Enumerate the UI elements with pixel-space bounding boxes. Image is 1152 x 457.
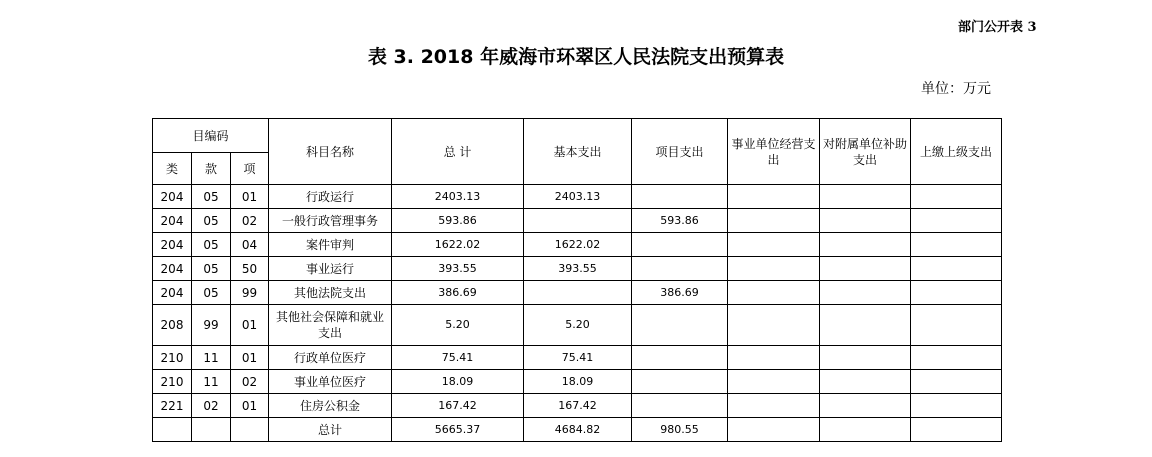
lei-cell: 210 xyxy=(153,370,192,394)
remit-cell xyxy=(911,209,1002,233)
remit-cell xyxy=(911,233,1002,257)
business-cell xyxy=(728,370,820,394)
name-cell: 行政单位医疗 xyxy=(269,346,392,370)
total-xiang-cell xyxy=(231,418,269,442)
header-xiang: 项 xyxy=(231,153,269,185)
basic-cell: 5.20 xyxy=(524,305,632,346)
lei-cell: 208 xyxy=(153,305,192,346)
business-cell xyxy=(728,346,820,370)
business-cell xyxy=(728,185,820,209)
header-kuan: 款 xyxy=(192,153,231,185)
lei-cell: 204 xyxy=(153,209,192,233)
xiang-cell: 01 xyxy=(231,185,269,209)
xiang-cell: 99 xyxy=(231,281,269,305)
project-cell xyxy=(632,394,728,418)
business-cell xyxy=(728,394,820,418)
total-row xyxy=(153,418,1002,442)
xiang-cell: 50 xyxy=(231,257,269,281)
budget-table xyxy=(152,118,1002,442)
xiang-cell: 01 xyxy=(231,394,269,418)
total-cell: 5.20 xyxy=(392,305,524,346)
total-cell: 2403.13 xyxy=(392,185,524,209)
header-subject-name: 科目名称 xyxy=(269,119,392,185)
total-subsidy-cell xyxy=(820,418,911,442)
table-row xyxy=(153,185,1002,209)
total-basic-cell: 4684.82 xyxy=(524,418,632,442)
total-cell: 593.86 xyxy=(392,209,524,233)
lei-cell: 221 xyxy=(153,394,192,418)
lei-cell: 204 xyxy=(153,281,192,305)
project-cell xyxy=(632,233,728,257)
project-cell xyxy=(632,370,728,394)
table-row xyxy=(153,305,1002,346)
unit-label: 单位：万元 xyxy=(921,81,991,97)
xiang-cell: 01 xyxy=(231,346,269,370)
project-cell xyxy=(632,185,728,209)
name-cell: 事业运行 xyxy=(269,257,392,281)
header-project-expenditure: 项目支出 xyxy=(632,119,728,185)
remit-cell xyxy=(911,185,1002,209)
project-cell: 386.69 xyxy=(632,281,728,305)
total-cell: 1622.02 xyxy=(392,233,524,257)
basic-cell: 2403.13 xyxy=(524,185,632,209)
subsidy-cell xyxy=(820,281,911,305)
name-cell: 行政运行 xyxy=(269,185,392,209)
kuan-cell: 05 xyxy=(192,233,231,257)
kuan-cell: 11 xyxy=(192,370,231,394)
project-cell xyxy=(632,257,728,281)
lei-cell: 204 xyxy=(153,233,192,257)
table-row xyxy=(153,346,1002,370)
page-title: 表 3. 2018 年威海市环翠区人民法院支出预算表 xyxy=(367,46,785,68)
remit-cell xyxy=(911,370,1002,394)
header-subsidy-expenditure: 对附属单位补助支出 xyxy=(820,119,911,185)
lei-cell: 204 xyxy=(153,185,192,209)
name-cell: 一般行政管理事务 xyxy=(269,209,392,233)
total-cell: 167.42 xyxy=(392,394,524,418)
table-number-tag: 部门公开表 3 xyxy=(958,20,1037,35)
subsidy-cell xyxy=(820,346,911,370)
header-total: 总 计 xyxy=(392,119,524,185)
xiang-cell: 04 xyxy=(231,233,269,257)
remit-cell xyxy=(911,281,1002,305)
basic-cell xyxy=(524,209,632,233)
table-row xyxy=(153,370,1002,394)
lei-cell: 204 xyxy=(153,257,192,281)
name-cell: 住房公积金 xyxy=(269,394,392,418)
kuan-cell: 05 xyxy=(192,257,231,281)
remit-cell xyxy=(911,346,1002,370)
name-cell: 其他社会保障和就业支出 xyxy=(269,305,392,346)
subsidy-cell xyxy=(820,305,911,346)
business-cell xyxy=(728,257,820,281)
project-cell xyxy=(632,346,728,370)
header-business-expenditure: 事业单位经营支出 xyxy=(728,119,820,185)
subsidy-cell xyxy=(820,233,911,257)
business-cell xyxy=(728,305,820,346)
header-lei: 类 xyxy=(153,153,192,185)
total-cell: 393.55 xyxy=(392,257,524,281)
total-remit-cell xyxy=(911,418,1002,442)
subsidy-cell xyxy=(820,185,911,209)
name-cell: 事业单位医疗 xyxy=(269,370,392,394)
subsidy-cell xyxy=(820,209,911,233)
remit-cell xyxy=(911,394,1002,418)
subsidy-cell xyxy=(820,257,911,281)
name-cell: 案件审判 xyxy=(269,233,392,257)
xiang-cell: 02 xyxy=(231,209,269,233)
header-code-group: 目编码 xyxy=(153,119,269,153)
table-row xyxy=(153,281,1002,305)
total-total-cell: 5665.37 xyxy=(392,418,524,442)
basic-cell: 393.55 xyxy=(524,257,632,281)
basic-cell: 75.41 xyxy=(524,346,632,370)
total-kuan-cell xyxy=(192,418,231,442)
remit-cell xyxy=(911,305,1002,346)
header-remit-expenditure: 上缴上级支出 xyxy=(911,119,1002,185)
kuan-cell: 11 xyxy=(192,346,231,370)
lei-cell: 210 xyxy=(153,346,192,370)
xiang-cell: 02 xyxy=(231,370,269,394)
basic-cell: 167.42 xyxy=(524,394,632,418)
business-cell xyxy=(728,281,820,305)
basic-cell: 18.09 xyxy=(524,370,632,394)
table-row xyxy=(153,233,1002,257)
total-label-cell: 总计 xyxy=(269,418,392,442)
remit-cell xyxy=(911,257,1002,281)
basic-cell: 1622.02 xyxy=(524,233,632,257)
subsidy-cell xyxy=(820,394,911,418)
business-cell xyxy=(728,209,820,233)
project-cell: 593.86 xyxy=(632,209,728,233)
subsidy-cell xyxy=(820,370,911,394)
xiang-cell: 01 xyxy=(231,305,269,346)
total-business-cell xyxy=(728,418,820,442)
total-lei-cell xyxy=(153,418,192,442)
kuan-cell: 02 xyxy=(192,394,231,418)
project-cell xyxy=(632,305,728,346)
kuan-cell: 99 xyxy=(192,305,231,346)
total-cell: 18.09 xyxy=(392,370,524,394)
basic-cell xyxy=(524,281,632,305)
table-row xyxy=(153,257,1002,281)
kuan-cell: 05 xyxy=(192,281,231,305)
table-row xyxy=(153,394,1002,418)
total-cell: 386.69 xyxy=(392,281,524,305)
kuan-cell: 05 xyxy=(192,185,231,209)
total-project-cell: 980.55 xyxy=(632,418,728,442)
total-cell: 75.41 xyxy=(392,346,524,370)
business-cell xyxy=(728,233,820,257)
name-cell: 其他法院支出 xyxy=(269,281,392,305)
header-basic-expenditure: 基本支出 xyxy=(524,119,632,185)
kuan-cell: 05 xyxy=(192,209,231,233)
table-row xyxy=(153,209,1002,233)
